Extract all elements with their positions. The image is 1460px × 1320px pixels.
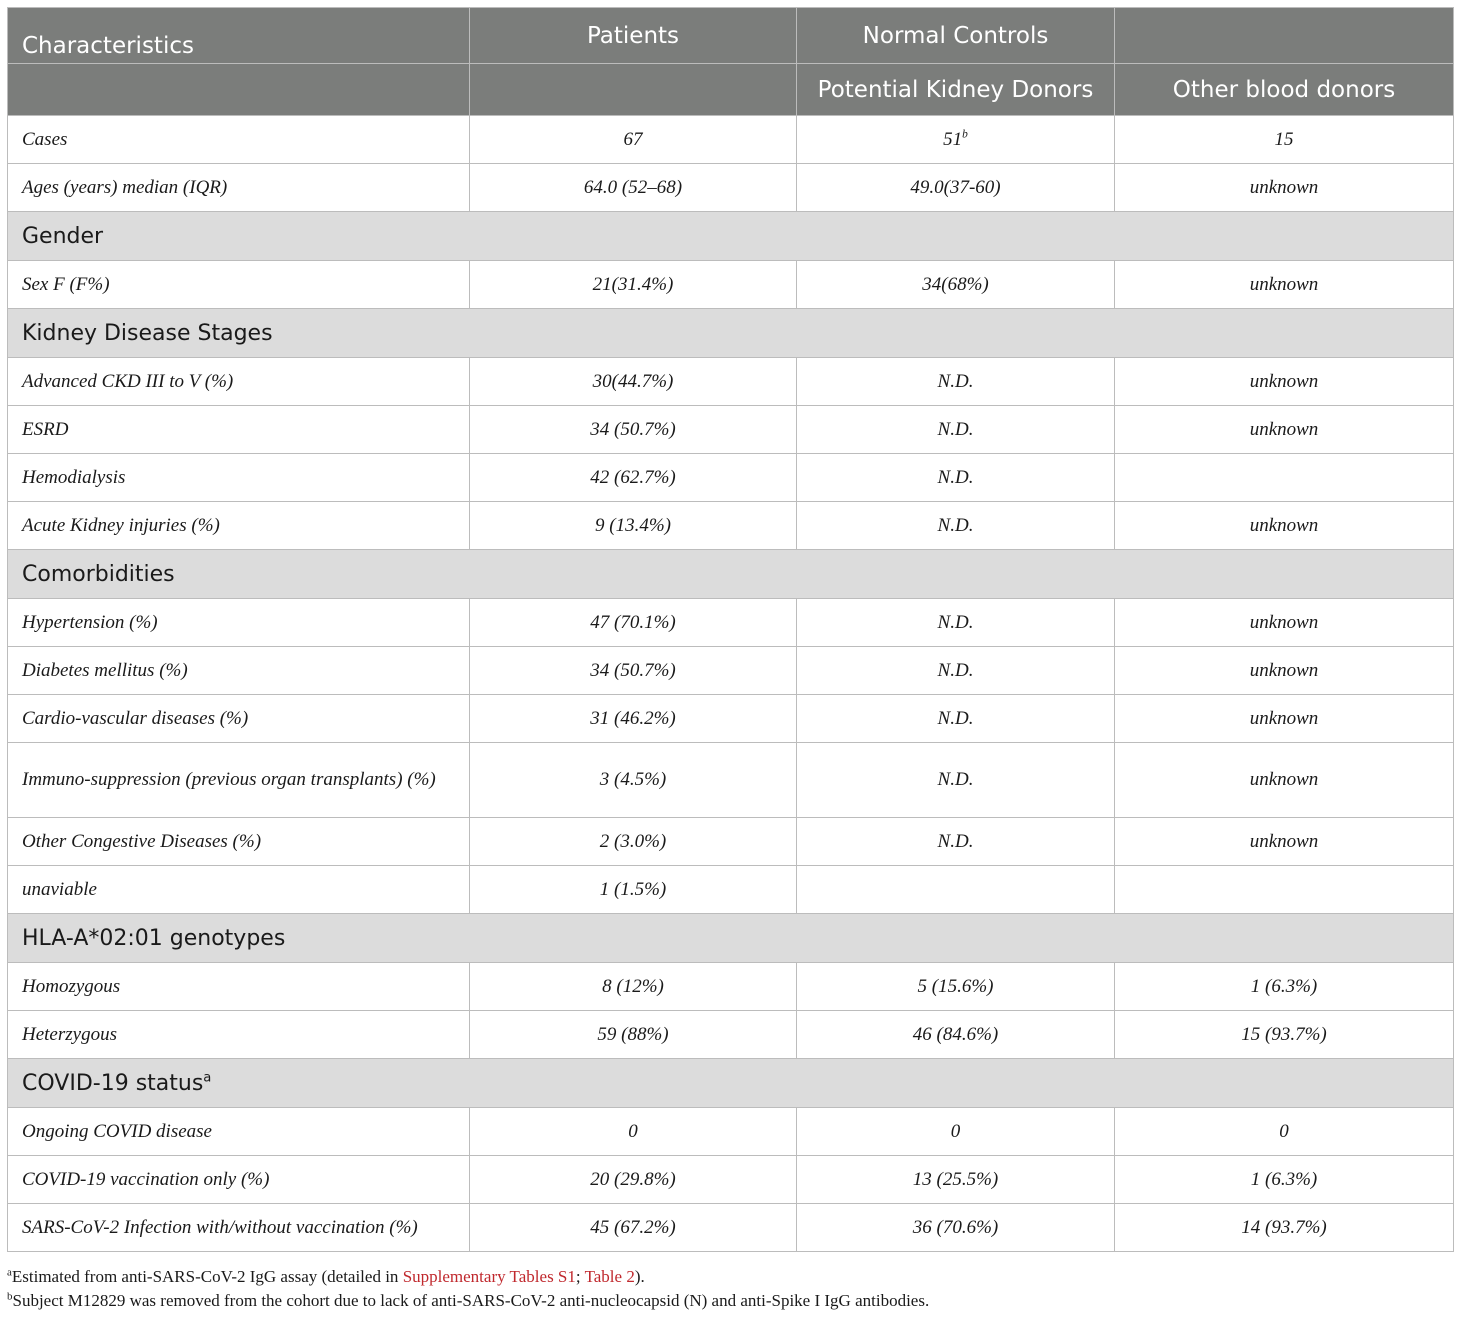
- table-row-ongoing: [8, 1108, 1454, 1156]
- footnote-b: [7, 1289, 929, 1313]
- row-label: Other Congestive Diseases (%): [8, 818, 470, 866]
- cell-pkd: 46 (84.6%): [797, 1011, 1115, 1059]
- row-label: Homozygous: [8, 963, 470, 1011]
- cell-pkd: N.D.: [797, 454, 1115, 502]
- cell-patients: 64.0 (52–68): [470, 164, 797, 212]
- characteristics-table-wrapper: [7, 7, 1453, 1252]
- cell-pkd: [797, 116, 1115, 164]
- table-2-link[interactable]: Table 2: [584, 1267, 635, 1286]
- section-title: Gender: [8, 212, 1454, 261]
- cell-patients: 2 (3.0%): [470, 818, 797, 866]
- cell-patients: 31 (46.2%): [470, 695, 797, 743]
- footnote-a-text: Estimated from anti-SARS-CoV-2 IgG assay (detailed in: [11, 1267, 403, 1286]
- cell-pkd-value: 51: [943, 128, 963, 150]
- table-row-sex: [8, 261, 1454, 309]
- header-other-blood-donors: Other blood donors: [1115, 64, 1454, 116]
- cell-patients: 3 (4.5%): [470, 743, 797, 818]
- row-label: Advanced CKD III to V (%): [8, 358, 470, 406]
- cell-obd: unknown: [1115, 164, 1454, 212]
- footnote-a-end: ).: [634, 1267, 645, 1286]
- row-label: SARS-CoV-2 Infection with/without vaccination (%): [8, 1204, 470, 1252]
- cell-obd: 15: [1115, 116, 1454, 164]
- cell-obd: [1115, 454, 1454, 502]
- cell-patients: 20 (29.8%): [470, 1156, 797, 1204]
- header-empty-2: [8, 64, 470, 116]
- section-row-kidney: [8, 309, 1454, 358]
- row-label: Cardio-vascular diseases (%): [8, 695, 470, 743]
- cell-patients: 30(44.7%): [470, 358, 797, 406]
- cell-patients: 8 (12%): [470, 963, 797, 1011]
- footnote-marker-a: a: [203, 1070, 212, 1086]
- row-label: Hemodialysis: [8, 454, 470, 502]
- table-row-esrd: [8, 406, 1454, 454]
- cell-obd: unknown: [1115, 599, 1454, 647]
- section-row-comorbidities: [8, 550, 1454, 599]
- row-label: Sex F (F%): [8, 261, 470, 309]
- cell-pkd: N.D.: [797, 358, 1115, 406]
- cell-patients: 9 (13.4%): [470, 502, 797, 550]
- table-row-cases: [8, 116, 1454, 164]
- row-label: Acute Kidney injuries (%): [8, 502, 470, 550]
- cell-patients: 47 (70.1%): [470, 599, 797, 647]
- header-patients: Patients: [470, 8, 797, 64]
- cell-obd: unknown: [1115, 647, 1454, 695]
- row-label: Cases: [8, 116, 470, 164]
- cell-obd: 15 (93.7%): [1115, 1011, 1454, 1059]
- cell-patients: 34 (50.7%): [470, 647, 797, 695]
- cell-obd: 1 (6.3%): [1115, 963, 1454, 1011]
- row-label: unaviable: [8, 866, 470, 914]
- header-empty-3: [470, 64, 797, 116]
- table-row-ages: [8, 164, 1454, 212]
- table-row-cardio: [8, 695, 1454, 743]
- table-row-unaviable: [8, 866, 1454, 914]
- footnote-marker-b: b: [962, 128, 968, 141]
- supplementary-tables-link[interactable]: Supplementary Tables S1: [402, 1267, 576, 1286]
- table-row-immuno: [8, 743, 1454, 818]
- cell-pkd: 36 (70.6%): [797, 1204, 1115, 1252]
- cell-pkd: 49.0(37-60): [797, 164, 1115, 212]
- cell-patients: 67: [470, 116, 797, 164]
- header-row-2: [8, 64, 1454, 116]
- row-label: COVID-19 vaccination only (%): [8, 1156, 470, 1204]
- section-row-covid: [8, 1059, 1454, 1108]
- row-label: Heterzygous: [8, 1011, 470, 1059]
- cell-obd: unknown: [1115, 743, 1454, 818]
- table-row-ckd: [8, 358, 1454, 406]
- header-potential-kidney-donors: Potential Kidney Donors: [797, 64, 1115, 116]
- row-label: Ages (years) median (IQR): [8, 164, 470, 212]
- cell-pkd: 0: [797, 1108, 1115, 1156]
- table-row-hemodialysis: [8, 454, 1454, 502]
- footnote-b-marker: b: [7, 1290, 13, 1303]
- cell-patients: 0: [470, 1108, 797, 1156]
- footnotes: [7, 1265, 929, 1313]
- section-title: HLA-A*02:01 genotypes: [8, 914, 1454, 963]
- cell-pkd: N.D.: [797, 647, 1115, 695]
- header-normal-controls: Normal Controls: [797, 8, 1115, 64]
- footnote-a: [7, 1265, 929, 1289]
- cell-obd: unknown: [1115, 818, 1454, 866]
- cell-obd: unknown: [1115, 406, 1454, 454]
- cell-obd: 1 (6.3%): [1115, 1156, 1454, 1204]
- row-label: Ongoing COVID disease: [8, 1108, 470, 1156]
- section-title: Comorbidities: [8, 550, 1454, 599]
- cell-patients: 42 (62.7%): [470, 454, 797, 502]
- table-row-aki: [8, 502, 1454, 550]
- section-row-hla: [8, 914, 1454, 963]
- cell-pkd: [797, 866, 1115, 914]
- cell-pkd: 13 (25.5%): [797, 1156, 1115, 1204]
- cell-patients: 34 (50.7%): [470, 406, 797, 454]
- cell-obd: unknown: [1115, 261, 1454, 309]
- table-row-infection: [8, 1204, 1454, 1252]
- cell-patients: 1 (1.5%): [470, 866, 797, 914]
- cell-pkd: N.D.: [797, 743, 1115, 818]
- cell-pkd: 34(68%): [797, 261, 1115, 309]
- row-label: Diabetes mellitus (%): [8, 647, 470, 695]
- row-label: Hypertension (%): [8, 599, 470, 647]
- footnote-a-separator: ;: [575, 1267, 585, 1286]
- cell-obd: 14 (93.7%): [1115, 1204, 1454, 1252]
- cell-obd: unknown: [1115, 502, 1454, 550]
- section-title: Kidney Disease Stages: [8, 309, 1454, 358]
- section-title-covid: [8, 1059, 1454, 1108]
- table-row-hypertension: [8, 599, 1454, 647]
- row-label: ESRD: [8, 406, 470, 454]
- cell-obd: unknown: [1115, 358, 1454, 406]
- section-row-gender: [8, 212, 1454, 261]
- cell-pkd: N.D.: [797, 502, 1115, 550]
- header-row-1: [8, 8, 1454, 64]
- table-row-diabetes: [8, 647, 1454, 695]
- cell-obd: 0: [1115, 1108, 1454, 1156]
- cell-pkd: N.D.: [797, 695, 1115, 743]
- cell-pkd: N.D.: [797, 406, 1115, 454]
- footnote-a-marker: a: [7, 1266, 12, 1279]
- table-row-homozygous: [8, 963, 1454, 1011]
- header-characteristics: Characteristics: [8, 8, 470, 64]
- cell-pkd: N.D.: [797, 818, 1115, 866]
- header-empty-1: [1115, 8, 1454, 64]
- cell-patients: 59 (88%): [470, 1011, 797, 1059]
- table-row-heterozygous: [8, 1011, 1454, 1059]
- section-title: COVID-19 status: [22, 1070, 204, 1096]
- footnote-b-text: Subject M12829 was removed from the cohort due to lack of anti-SARS-CoV-2 anti-nucleocapsid (N) and anti-Spike I IgG antibodies.: [12, 1291, 930, 1310]
- characteristics-table: [7, 7, 1454, 1252]
- table-row-vaccination: [8, 1156, 1454, 1204]
- cell-pkd: 5 (15.6%): [797, 963, 1115, 1011]
- row-label: Immuno-suppression (previous organ transplants) (%): [8, 743, 470, 818]
- cell-patients: 21(31.4%): [470, 261, 797, 309]
- cell-obd: unknown: [1115, 695, 1454, 743]
- cell-obd: [1115, 866, 1454, 914]
- table-row-congestive: [8, 818, 1454, 866]
- cell-patients: 45 (67.2%): [470, 1204, 797, 1252]
- cell-pkd: N.D.: [797, 599, 1115, 647]
